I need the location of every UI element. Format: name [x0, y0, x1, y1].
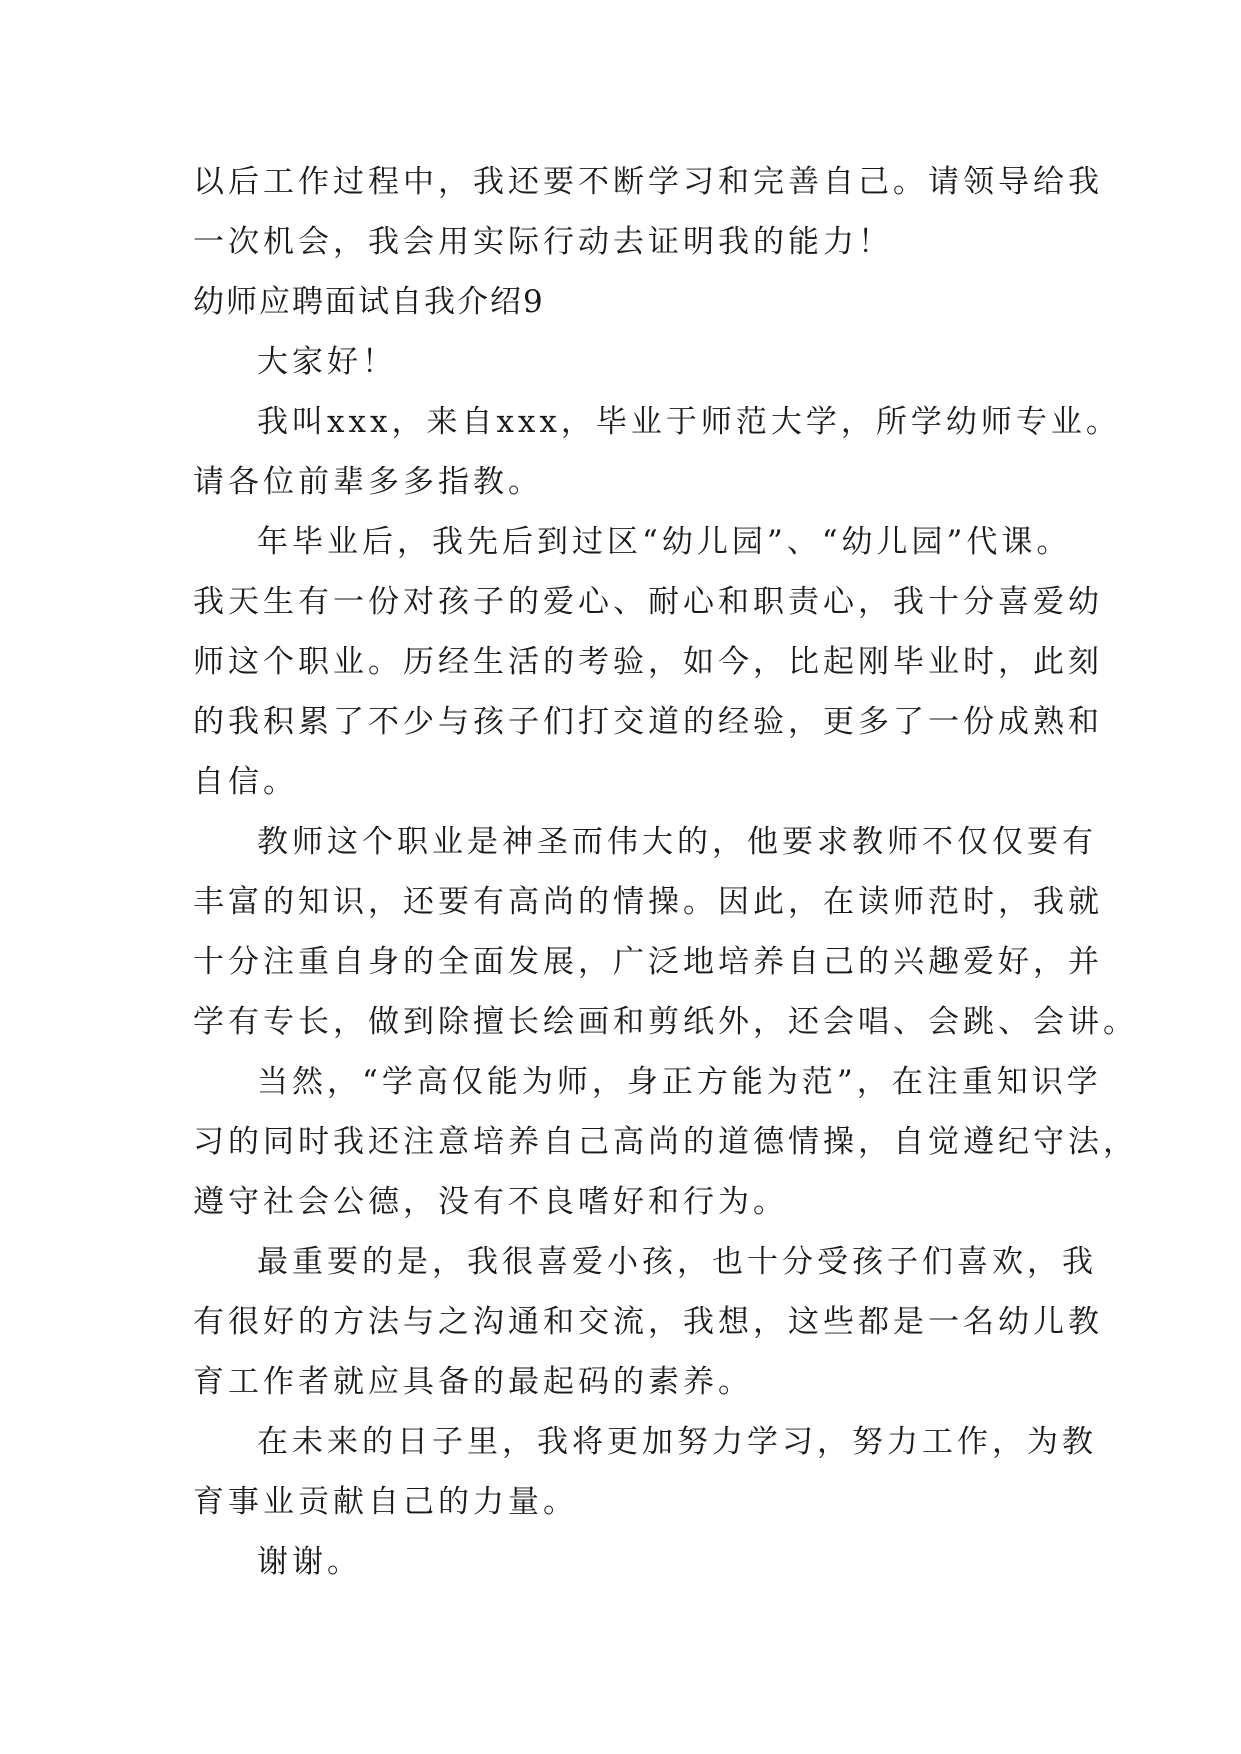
text-line: 十分注重自身的全面发展，广泛地培养自己的兴趣爱好，并: [193, 944, 1103, 980]
text-line: 遵守社会公德，没有不良嗜好和行为。: [193, 1184, 788, 1220]
section-heading: 幼师应聘面试自我介绍9: [193, 284, 545, 320]
text-line: 请各位前辈多多指教。: [193, 464, 543, 500]
text-line: 我天生有一份对孩子的爱心、耐心和职责心，我十分喜爱幼: [193, 584, 1103, 620]
paragraph-start: 最重要的是，我很喜爱小孩，也十分受孩子们喜欢，我: [257, 1244, 1097, 1280]
text-line: 的我积累了不少与孩子们打交道的经验，更多了一份成熟和: [193, 704, 1103, 740]
text-line: 习的同时我还注意培养自己高尚的道德情操，自觉遵纪守法，: [193, 1124, 1138, 1160]
text-line: 学有专长，做到除擅长绘画和剪纸外，还会唱、会跳、会讲。: [193, 1004, 1138, 1040]
text-line: 一次机会，我会用实际行动去证明我的能力！: [193, 224, 893, 260]
closing: 谢谢。: [257, 1544, 362, 1580]
text-line: 师这个职业。历经生活的考验，如今，比起刚毕业时，此刻: [193, 644, 1103, 680]
text-line: 以后工作过程中，我还要不断学习和完善自己。请领导给我: [193, 164, 1103, 200]
text-line: 育事业贡献自己的力量。: [193, 1484, 578, 1520]
paragraph-start: 当然，“学高仅能为师，身正方能为范”，在注重知识学: [257, 1064, 1102, 1100]
text-line: 育工作者就应具备的最起码的素养。: [193, 1364, 753, 1400]
paragraph-start: 年毕业后，我先后到过区“幼儿园”、“幼儿园”代课。: [257, 524, 1072, 560]
document-body: [193, 152, 1138, 1592]
greeting: 大家好！: [257, 344, 397, 380]
paragraph-start: 教师这个职业是神圣而伟大的，他要求教师不仅仅要有: [257, 824, 1097, 860]
text-line: 自信。: [193, 764, 298, 800]
paragraph-start: 我叫xxx，来自xxx，毕业于师范大学，所学幼师专业。: [257, 404, 1121, 440]
text-line: 有很好的方法与之沟通和交流，我想，这些都是一名幼儿教: [193, 1304, 1103, 1340]
text-line: 丰富的知识，还要有高尚的情操。因此，在读师范时，我就: [193, 884, 1103, 920]
paragraph-start: 在未来的日子里，我将更加努力学习，努力工作，为教: [257, 1424, 1097, 1460]
